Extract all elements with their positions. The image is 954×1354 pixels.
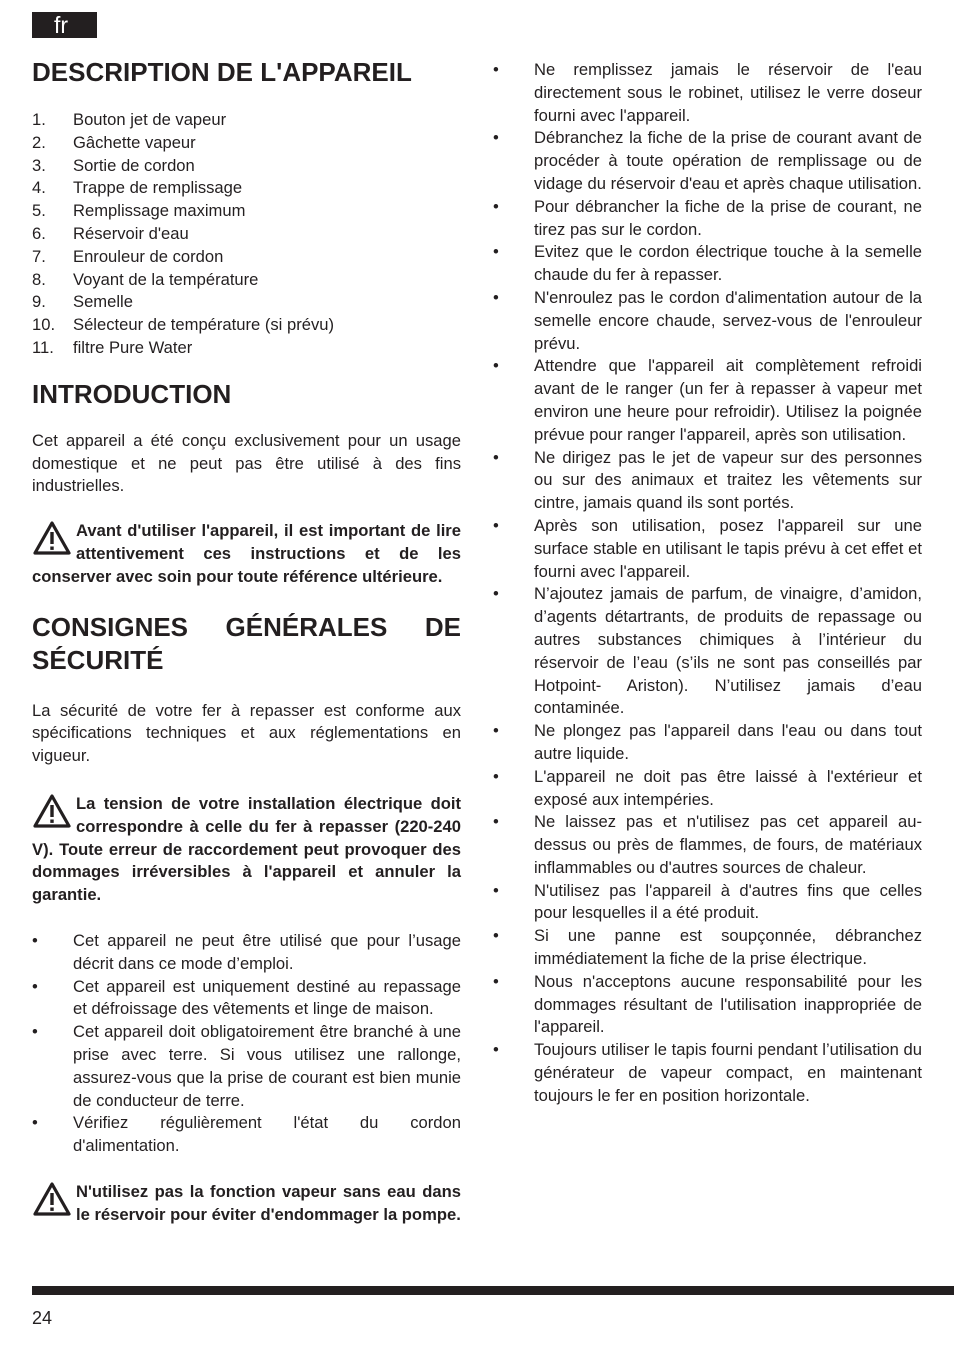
list-item: 11. filtre Pure Water [32, 337, 193, 357]
right-column [493, 59, 922, 1108]
safety-bullets-right [493, 59, 922, 1108]
list-item: 7. Enrouleur de cordon [32, 246, 224, 266]
list-item: • L'appareil ne doit pas être laissé à l'extérieur et exposé aux intempéries. [493, 766, 922, 809]
list-item: 6. Réservoir d'eau [32, 223, 189, 243]
list-item: • Après son utilisation, posez l'appareil sur une surface stable en utilisant le tapis prévu à cet effet et fourni avec l'appareil. [493, 515, 922, 581]
list-item: 3. Sortie de cordon [32, 155, 195, 175]
safety-heading: CONSIGNES GÉNÉRALES DE SÉCURITÉ [32, 611, 461, 675]
list-item: 8. Voyant de la température [32, 269, 259, 289]
warning-box: La tension de votre installation électrique doit correspondre à celle du fer à repasser (220-240 V). Toute erreur de raccordement peut provoquer des dommages irréversibles à l'appareil et annuler la garantie. [32, 793, 461, 905]
list-item: • Attendre que l'appareil ait complètement refroidi avant de le ranger (un fer à repasser à vapeur met environ une heure pour refroidir). Utilisez la poignée prévue pour ranger l'appareil, après son utilisation. [493, 356, 922, 444]
list-item: 5. Remplissage maximum [32, 201, 246, 221]
list-item: 4. Trappe de remplissage [32, 178, 243, 198]
list-item: • Ne dirigez pas le jet de vapeur sur des personnes ou sur des animaux et traitez les vêtements sur cintre, jamais quand ils sont portés. [493, 447, 922, 513]
safety-bullets-left [32, 930, 461, 1158]
list-item: • Vérifiez régulièrement l'état du cordon d'alimentation. [32, 1113, 461, 1156]
list-item: • N'enroulez pas le cordon d'alimentation autour de la semelle encore chaude, servez-vous de l'enrouleur prévu. [493, 287, 922, 353]
introduction-heading: INTRODUCTION [32, 378, 232, 409]
footer-rule [32, 1286, 954, 1295]
list-item: 10. Sélecteur de température (si prévu) [32, 315, 335, 335]
list-item: • Cet appareil doit obligatoirement être branché à une prise avec terre. Si vous utilisez une rallonge, assurez-vous que la prise de courant est bien munie de conducteur de terre. [32, 1022, 461, 1110]
list-item: • Si une panne est soupçonnée, débranchez immédiatement la fiche de la prise électrique. [493, 926, 922, 969]
safety-intro-text: La sécurité de votre fer à repasser est conforme aux spécifications techniques et aux réglementations en vigueur. [32, 700, 461, 766]
list-item: • Débranchez la fiche de la prise de courant avant de procéder à toute opération de remplissage ou de vidage du réservoir d'eau et après chaque utilisation. [493, 128, 922, 193]
warning-icon [32, 520, 72, 556]
list-item: • Nous n'acceptons aucune responsabilité pour les dommages résultant de l'utilisation inappropriée de l'appareil. [493, 971, 922, 1037]
list-item: 1. Bouton jet de vapeur [32, 110, 227, 129]
list-item: • Evitez que le cordon électrique touche à la semelle chaude du fer à repasser. [493, 242, 922, 285]
list-item: • N'utilisez pas l'appareil à d'autres fins que celles pour lesquelles il a été produit. [493, 880, 922, 923]
warning-icon [32, 1181, 72, 1217]
warning-box: N'utilisez pas la fonction vapeur sans eau dans le réservoir pour éviter d'endommager la pompe. [32, 1181, 461, 1227]
list-item: 2. Gâchette vapeur [32, 132, 196, 152]
language-tab: fr [32, 12, 97, 38]
list-item: • N’ajoutez jamais de parfum, de vinaigre, d’amidon, d’agents détartrants, de produits de repassage ou autres substances chimiques à l’intérieur du réservoir de l’eau (s’ils ne sont pas conseillés par Hotpoint- Ariston). N’utilisez jamais d’eau contaminée. [493, 584, 922, 718]
list-item: • Ne remplissez jamais le réservoir de l'eau directement sous le robinet, utilisez le verre doseur fourni avec l'appareil. [493, 60, 922, 125]
list-item: • Ne plongez pas l'appareil dans l'eau ou dans tout autre liquide. [493, 721, 922, 763]
list-item: • Toujours utiliser le tapis fourni pendant l’utilisation du générateur de vapeur compact, en maintenant toujours le fer en position horizontale. [493, 1040, 922, 1105]
left-column [32, 56, 461, 1248]
list-item: • Pour débrancher la fiche de la prise de courant, ne tirez pas sur le cordon. [493, 196, 922, 239]
introduction-text: Cet appareil a été conçu exclusivement pour un usage domestique et ne peut pas être utilisé à des fins industrielles. [32, 430, 461, 496]
description-heading: DESCRIPTION DE L'APPAREIL [32, 57, 412, 87]
page-number: 24 [32, 1308, 53, 1328]
list-item: • Cet appareil ne peut être utilisé que pour l’usage décrit dans ce mode d’emploi. [32, 930, 461, 973]
list-item: 9. Semelle [32, 292, 133, 312]
parts-list [32, 109, 461, 360]
list-item: • Cet appareil est uniquement destiné au repassage et défroissage des vêtements et linge de maison. [32, 976, 461, 1019]
list-item: • Ne laissez pas et n'utilisez pas cet appareil au-dessus ou près de flammes, de fours, de matériaux inflammables ou d'autres sources de chaleur. [493, 812, 922, 877]
warning-box: Avant d'utiliser l'appareil, il est important de lire attentivement ces instructions et de les conserver avec soin pour toute référence ultérieure. [32, 521, 461, 586]
warning-icon [32, 793, 72, 829]
